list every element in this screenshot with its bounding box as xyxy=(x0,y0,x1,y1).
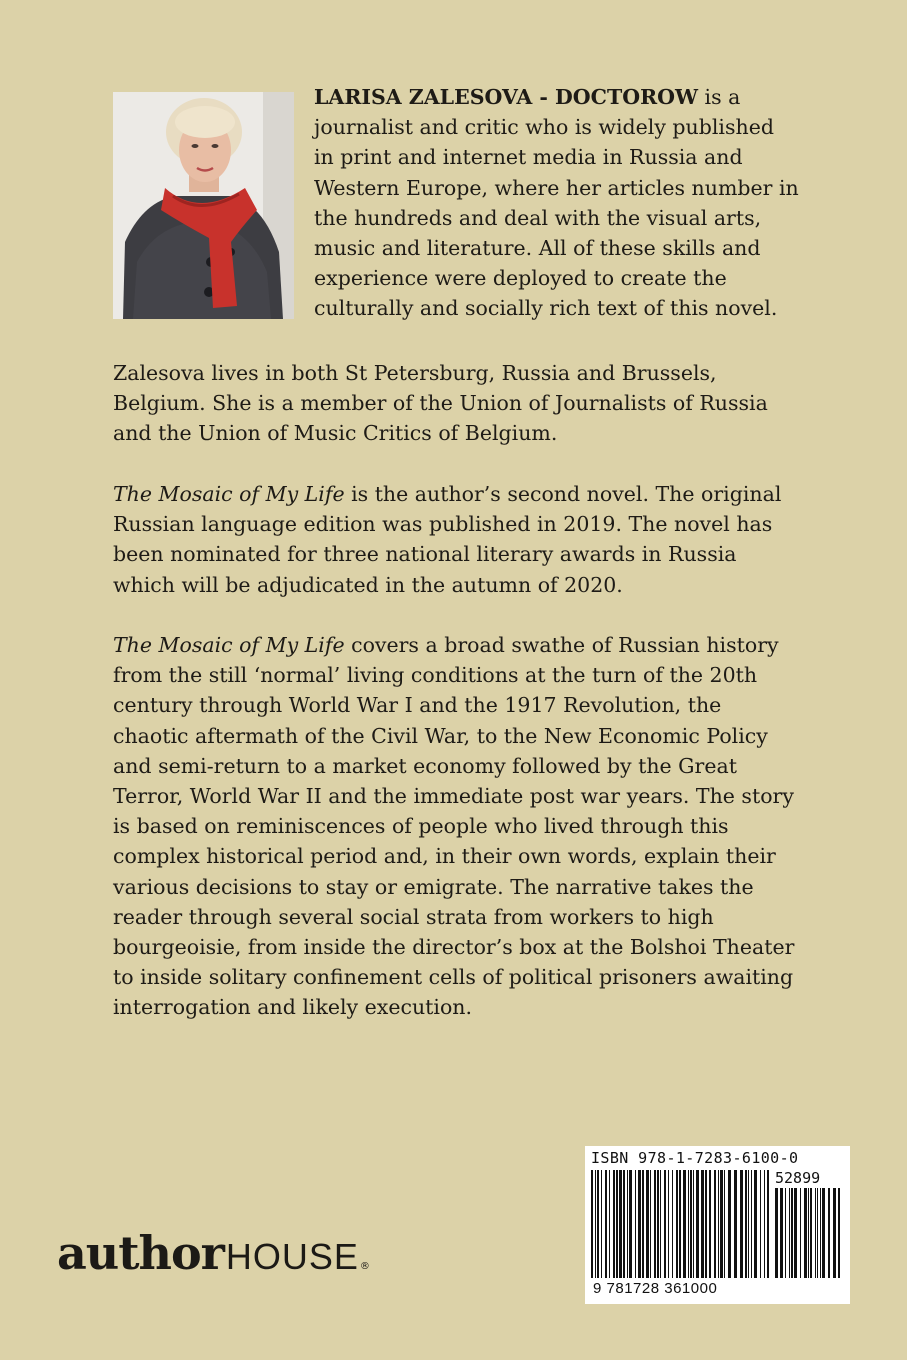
price-code: 52899 xyxy=(775,1169,821,1187)
author-photo xyxy=(113,92,294,319)
publisher-logo xyxy=(57,1226,370,1280)
synopsis-title: The Mosaic of My Life xyxy=(113,633,345,657)
logo-house: HOUSE xyxy=(225,1236,359,1277)
author-name: LARISA ZALESOVA - DOCTOROW xyxy=(314,85,698,109)
barcode-bars xyxy=(591,1170,771,1278)
paragraph-novel xyxy=(113,479,803,600)
isbn-digits: 9 781728 361000 xyxy=(593,1280,718,1297)
novel-text: is the author’s second novel. The original Russian language edition was published in 2019. The novel has been nominated for three national literary awards in Russia which will be adjudicated in the autumn of 2020. xyxy=(113,482,782,597)
barcode-addon-bars xyxy=(775,1188,843,1278)
paragraph-synopsis xyxy=(113,630,803,1023)
logo-author: author xyxy=(57,1226,224,1280)
author-bio xyxy=(314,82,799,324)
author-bio-text: is a journalist and critic who is widely published in print and internet media in Russia and Western Europe, where her articles number in the hundreds and deal with the visual arts, music and literature. All of these skills and experience were deployed to create the culturally and socially rich text of this novel. xyxy=(314,85,799,321)
novel-title: The Mosaic of My Life xyxy=(113,482,345,506)
paragraph-residence: Zalesova lives in both St Petersburg, Russia and Brussels, Belgium. She is a member of the Union of Journalists of Russia and the Union of Music Critics of Belgium. xyxy=(113,361,768,446)
logo-registered-mark: ® xyxy=(359,1261,370,1272)
barcode xyxy=(585,1146,850,1304)
isbn-label: ISBN 978-1-7283-6100-0 xyxy=(591,1149,799,1167)
synopsis-text: covers a broad swathe of Russian history from the still ‘normal’ living conditions at the turn of the 20th century through World War I and the 1917 Revolution, the chaotic aftermath of the Civil War, to the New Economic Policy and semi-return to a market economy followed by the Great Terror, World War II and the immediate post war years. The story is based on reminiscences of people who lived through this complex historical period and, in their own words, explain their various decisions to stay or emigrate. The narrative takes the reader through several social strata from workers to high bourgeoisie, from inside the director’s box at the Bolshoi Theater to inside solitary confinement cells of political prisoners awaiting interrogation and likely execution. xyxy=(113,633,795,1020)
